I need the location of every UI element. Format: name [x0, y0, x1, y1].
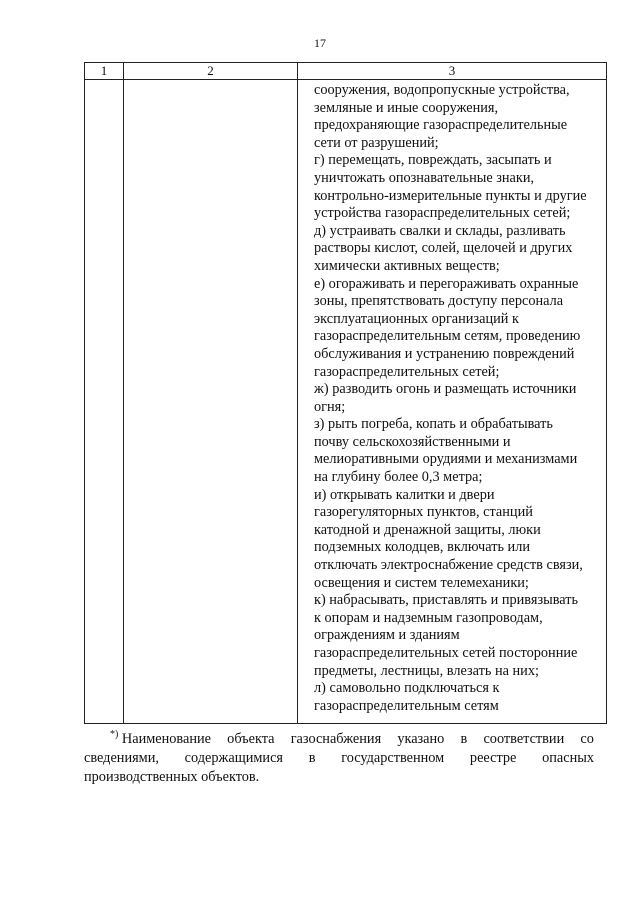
text-line: контрольно-измерительные пункты и другие	[314, 187, 587, 204]
table-cell-column-3	[298, 80, 607, 724]
text-line: освещения и систем телемеханики;	[314, 574, 529, 591]
text-line: растворы кислот, солей, щелочей и других	[314, 240, 573, 257]
text-line: огня;	[314, 398, 346, 415]
footnote-word: опасных	[542, 750, 594, 766]
footnote-word: содержащимися	[184, 750, 284, 766]
column-header-3: 3	[298, 63, 607, 80]
text-line: отключать электроснабжение средств связи,	[314, 557, 583, 574]
text-line: ж) разводить огонь и размещать источники	[314, 381, 577, 398]
table-header-row	[85, 63, 607, 80]
text-line: земляные и иные сооружения,	[314, 99, 499, 116]
text-line: на глубину более 0,3 метра;	[314, 469, 483, 486]
text-line: уничтожать опознавательные знаки,	[314, 169, 535, 186]
footnote	[84, 730, 594, 787]
table-cell-column-1	[85, 80, 124, 724]
table-cell-column-2	[124, 80, 298, 724]
text-line: химически активных веществ;	[314, 257, 500, 274]
requirements-table	[84, 62, 607, 724]
text-line: ограждениям и зданиям	[314, 627, 460, 644]
column-header-2: 2	[124, 63, 298, 80]
text-line: л) самовольно подключаться к	[314, 680, 500, 697]
footnote-word: соответствии	[483, 731, 565, 747]
text-line: сооружения, водопропускные устройства,	[314, 82, 570, 98]
text-line: газораспределительных сетей;	[314, 363, 500, 380]
footnote-line-2	[84, 749, 594, 768]
table-row	[85, 80, 607, 724]
footnote-word: сведениями,	[84, 750, 159, 766]
footnote-word: реестре	[469, 750, 517, 766]
text-line: предметы, лестницы, влезать на них;	[314, 662, 539, 679]
text-line: газораспределительным сетям, проведению	[314, 328, 581, 345]
text-line: газораспределительных сетей посторонние	[314, 645, 578, 661]
footnote-word: газоснабжения	[290, 731, 382, 747]
text-line: газораспределительным сетям	[314, 697, 499, 714]
text-line: е) огораживать и перегораживать охранные	[314, 275, 579, 292]
footnote-word: в	[460, 731, 468, 747]
column-header-1: 1	[85, 63, 124, 80]
prohibitions-text	[298, 80, 606, 715]
text-line: к) набрасывать, приставлять и привязывать	[314, 592, 579, 609]
text-line: сети от разрушений;	[314, 134, 439, 151]
page-number: 17	[314, 36, 326, 50]
text-line: газорегуляторных пунктов, станций	[314, 504, 533, 521]
footnote-word: государственном	[341, 750, 445, 766]
footnote-word: со	[580, 731, 594, 747]
text-line: обслуживания и устранению повреждений	[314, 345, 575, 362]
text-line: катодной и дренажной защиты, люки	[314, 521, 541, 538]
text-line: к опорам и надземным газопроводам,	[314, 609, 543, 626]
text-line: предохраняющие газораспределительные	[314, 117, 568, 134]
text-line: устройства газораспределительных сетей;	[314, 205, 571, 222]
footnote-word: в	[308, 750, 316, 766]
footnote-word: объекта	[227, 731, 275, 747]
footnote-line-1	[84, 730, 594, 749]
text-line: з) рыть погреба, копать и обрабатывать	[314, 416, 553, 433]
footnote-line-3: производственных объектов.	[84, 769, 260, 785]
text-line: и) открывать калитки и двери	[314, 486, 495, 503]
text-line: зоны, препятствовать доступу персонала	[314, 293, 564, 310]
text-line: эксплуатационных организаций к	[314, 310, 519, 327]
footnote-word: указано	[397, 731, 445, 747]
text-line: д) устраивать свалки и склады, разливать	[314, 222, 566, 239]
text-line: почву сельскохозяйственными и	[314, 433, 511, 450]
footnote-word: Наименование	[121, 731, 211, 747]
footnote-marker: *)	[110, 729, 119, 741]
footnote-lead	[110, 730, 211, 749]
text-line: г) перемещать, повреждать, засыпать и	[314, 152, 552, 169]
text-line: подземных колодцев, включать или	[314, 539, 530, 556]
text-line: мелиоративными орудиями и механизмами	[314, 451, 578, 468]
